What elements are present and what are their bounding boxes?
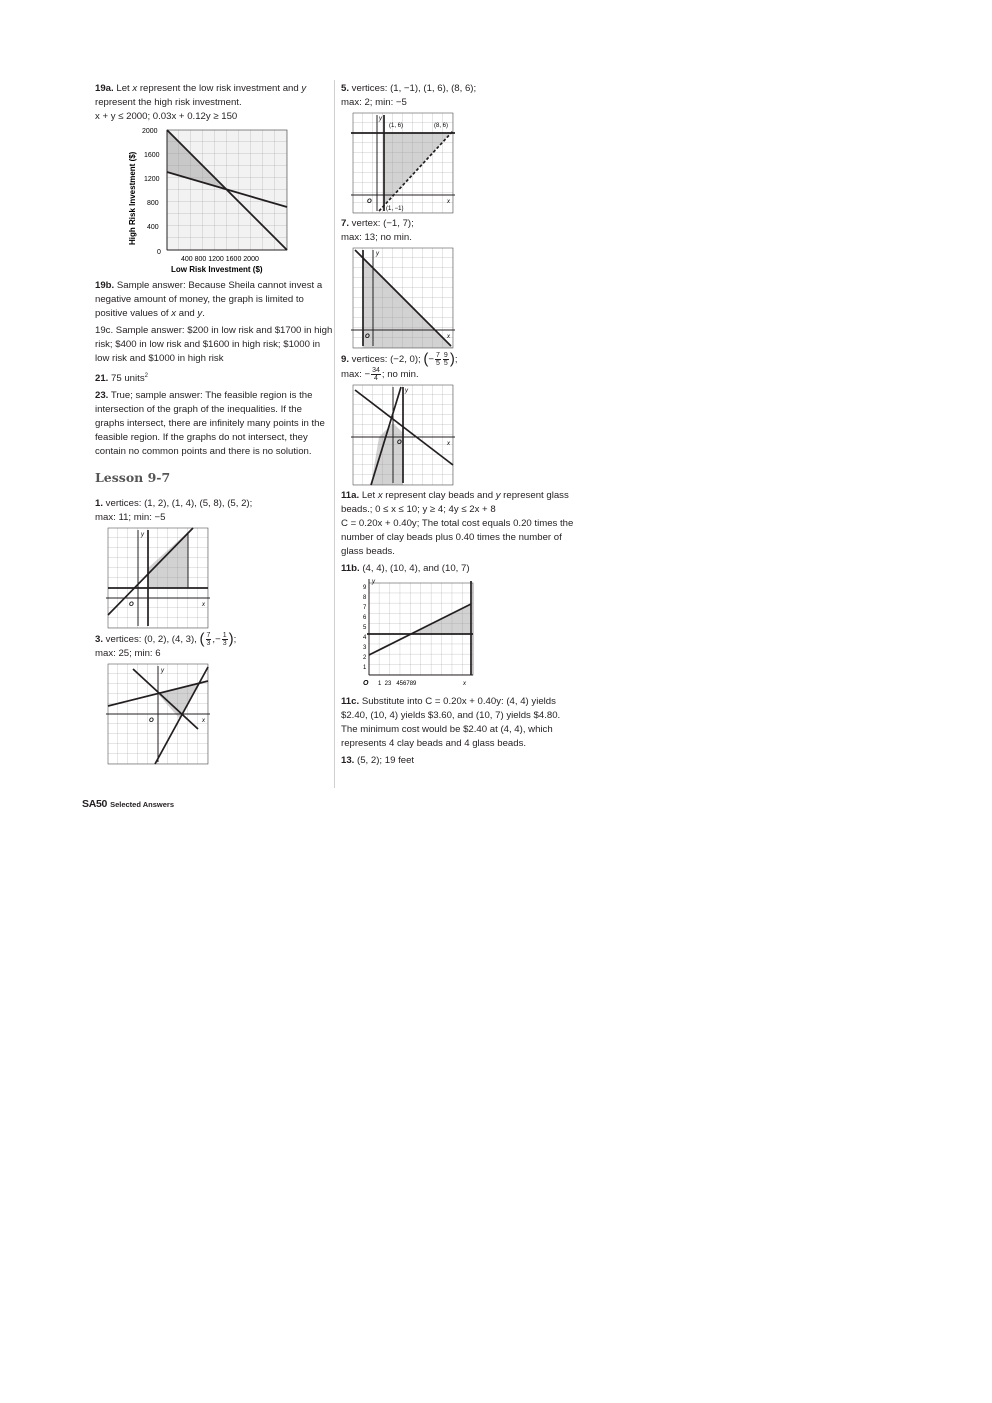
svg-text:1 23 456789: 1 23 456789 bbox=[378, 681, 417, 688]
x-axis-label: Low Risk Investment ($) bbox=[171, 265, 263, 274]
answer-19b: 19b. Sample answer: Because Sheila cannot invest a negative amount of money, the graph is limited to positive values of x and y. bbox=[95, 280, 323, 319]
svg-text:2: 2 bbox=[363, 655, 367, 662]
svg-text:O: O bbox=[365, 334, 370, 340]
investment-graph bbox=[95, 127, 333, 275]
svg-text:O: O bbox=[367, 199, 372, 205]
inequality-text: x + y ≤ 2000; 0.03x + 0.12y ≥ 150 bbox=[95, 111, 238, 122]
y-tick-label: 2000 bbox=[142, 128, 158, 135]
y-axis-label: High Risk Investment ($) bbox=[128, 151, 137, 245]
svg-text:y: y bbox=[161, 668, 164, 675]
svg-text:x: x bbox=[202, 718, 205, 725]
svg-text:O: O bbox=[397, 440, 402, 447]
svg-text:(1, −1): (1, −1) bbox=[386, 206, 404, 212]
svg-text:y: y bbox=[376, 251, 379, 257]
svg-text:8: 8 bbox=[363, 595, 367, 602]
lesson-heading: Lesson 9-7 bbox=[95, 470, 171, 486]
svg-text:4: 4 bbox=[363, 635, 367, 642]
svg-text:(1, 6): (1, 6) bbox=[389, 123, 404, 129]
svg-text:O: O bbox=[363, 680, 369, 688]
svg-text:1: 1 bbox=[363, 665, 367, 672]
column-divider bbox=[334, 80, 335, 788]
beads-graph bbox=[341, 579, 579, 691]
svg-text:9: 9 bbox=[363, 585, 367, 592]
svg-text:x: x bbox=[447, 334, 450, 340]
answer-1: 1. vertices: (1, 2), (1, 4), (5, 8), (5, 2); max: 11; min: −5 bbox=[95, 498, 253, 524]
left-column bbox=[95, 82, 333, 768]
svg-text:x: x bbox=[447, 199, 450, 205]
graph-1 bbox=[95, 528, 333, 628]
y-tick-label: 800 bbox=[147, 200, 159, 207]
answer-number: 19b. bbox=[95, 280, 115, 291]
graph-7 bbox=[341, 248, 579, 348]
answer-21: 21. 75 units$^2$ bbox=[95, 373, 148, 385]
answer-number: 19a. bbox=[95, 83, 114, 94]
svg-text:O: O bbox=[149, 718, 154, 725]
svg-text:y: y bbox=[372, 579, 375, 586]
svg-text:7: 7 bbox=[363, 605, 367, 612]
answer-11c: 11c. Substitute into C = 0.20x + 0.40y: (4, 4) yields $2.40, (10, 4) yields $3.60, and (10, 7) yields $4.80. The minimum cost would be $2.40 at (4, 4), which represents 4 clay beads and 4 glass beads. bbox=[341, 696, 561, 750]
answer-9: 9. vertices: (−2, 0); (− $\frac{7}{5}$ $\frac{9}{5}$ ); max: − $\frac{34}{4}$ ; no min. bbox=[341, 350, 458, 383]
y-tick-label: 1200 bbox=[144, 176, 160, 183]
svg-text:x: x bbox=[202, 602, 205, 609]
answer-11a: 11a. Let x represent clay beads and y represent glass beads.; 0 ≤ x ≤ 10; y ≥ 4; 4y ≤ 2x + 8 C = 0.20x + 0.40y; The total cost equals 0.20 times the number of clay beads plus 0.40 times the number of glass beads. bbox=[341, 490, 574, 558]
origin-label: 0 bbox=[157, 249, 161, 256]
svg-text:3: 3 bbox=[363, 645, 367, 652]
y-tick-label: 400 bbox=[147, 224, 159, 231]
svg-text:y: y bbox=[405, 388, 408, 395]
graph-9 bbox=[341, 385, 579, 485]
graph-3 bbox=[95, 664, 333, 764]
page-footer bbox=[82, 798, 174, 810]
answer-13: 13. (5, 2); 19 feet bbox=[341, 755, 415, 767]
answer-23: 23. True; sample answer: The feasible region is the intersection of the graph of the inequalities. If the graphs intersect, there are infinitely many points in the feasible region. If the graphs do not intersect, they contain no common points and there is no solution. bbox=[95, 390, 325, 458]
svg-text:y: y bbox=[379, 116, 382, 122]
graph-5 bbox=[341, 113, 579, 213]
answer-3: 3. vertices: (0, 2), (4, 3), ( $\frac{7}{3}$ ,− $\frac{1}{3}$ ); max: 25; min: 6 bbox=[95, 630, 237, 660]
svg-text:O: O bbox=[129, 602, 134, 609]
answer-5: 5. vertices: (1, −1), (1, 6), (8, 6); max: 2; min: −5 bbox=[341, 83, 477, 108]
answer-19a: 19a. Let x represent the low risk investment and y represent the high risk investment. x + y ≤ 2000; 0.03x + 0.12y ≥ 150 bbox=[95, 83, 307, 122]
answer-19c: 19c. Sample answer: $200 in low risk and $1700 in high risk; $400 in low risk and $1600 in high risk; $1000 in low risk and $1000 in high risk bbox=[95, 325, 333, 364]
answer-11b: 11b. (4, 4), (10, 4), and (10, 7) bbox=[341, 563, 470, 575]
svg-text:(8, 6): (8, 6) bbox=[434, 123, 449, 129]
section-label: Selected Answers bbox=[110, 800, 174, 809]
right-column bbox=[341, 82, 579, 771]
svg-text:x: x bbox=[463, 681, 466, 688]
svg-text:6: 6 bbox=[363, 615, 367, 622]
svg-text:x: x bbox=[447, 441, 450, 448]
x-tick-labels: 400 800 1200 1600 2000 bbox=[181, 256, 259, 263]
svg-text:y: y bbox=[141, 532, 144, 539]
page-number: SA50 bbox=[82, 798, 108, 810]
svg-text:5: 5 bbox=[363, 625, 367, 632]
y-tick-label: 1600 bbox=[144, 152, 160, 159]
answer-7: 7. vertex: (−1, 7); max: 13; no min. bbox=[341, 218, 414, 243]
